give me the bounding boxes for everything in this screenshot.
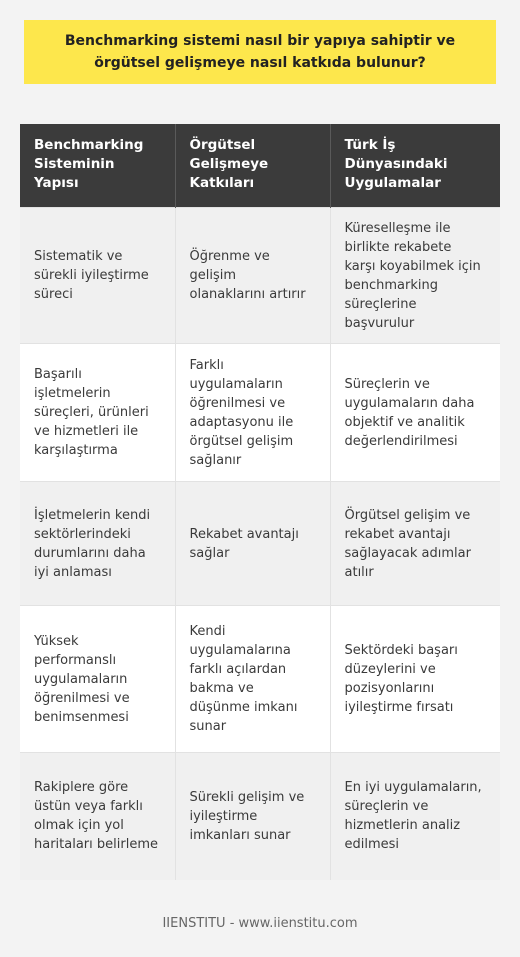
table-cell: Küreselleşme ile birlikte rekabete karşı koyabilmek için benchmarking süreçlerine başvurulur xyxy=(330,208,500,344)
table-cell: Sürekli gelişim ve iyileştirme imkanları sunar xyxy=(175,753,330,880)
page-title xyxy=(24,20,496,84)
table-cell: Başarılı işletmelerin süreçleri, ürünleri ve hizmetleri ile karşılaştırma xyxy=(20,344,175,482)
table-header-row xyxy=(20,124,500,208)
table-cell: Rekabet avantajı sağlar xyxy=(175,482,330,606)
comparison-table xyxy=(20,124,500,880)
table-cell: Sistematik ve sürekli iyileştirme süreci xyxy=(20,208,175,344)
table-cell: Kendi uygulamalarına farklı açılardan bakma ve düşünme imkanı sunar xyxy=(175,606,330,753)
table-cell: Sektördeki başarı düzeylerini ve pozisyonlarını iyileştirme fırsatı xyxy=(330,606,500,753)
table-cell: Örgütsel gelişim ve rekabet avantajı sağlayacak adımlar atılır xyxy=(330,482,500,606)
table-row xyxy=(20,482,500,606)
table-row xyxy=(20,606,500,753)
table-cell: Rakiplere göre üstün veya farklı olmak için yol haritaları belirleme xyxy=(20,753,175,880)
table-cell: İşletmelerin kendi sektörlerindeki durumlarını daha iyi anlaması xyxy=(20,482,175,606)
table-row xyxy=(20,753,500,880)
table-row xyxy=(20,208,500,344)
column-header-contributions: Örgütsel Gelişmeye Katkıları xyxy=(175,124,330,208)
page-title-text: Benchmarking sistemi nasıl bir yapıya sahiptir ve örgütsel gelişmeye nasıl katkıda bulunur? xyxy=(64,33,456,71)
table-cell: Öğrenme ve gelişim olanaklarını artırır xyxy=(175,208,330,344)
table-cell: Yüksek performanslı uygulamaların öğrenilmesi ve benimsenmesi xyxy=(20,606,175,753)
table-cell: Süreçlerin ve uygulamaların daha objektif ve analitik değerlendirilmesi xyxy=(330,344,500,482)
table-cell: Farklı uygulamaların öğrenilmesi ve adaptasyonu ile örgütsel gelişim sağlanır xyxy=(175,344,330,482)
footer-credit: IIENSTITU - www.iienstitu.com xyxy=(162,916,358,931)
table-cell: En iyi uygulamaların, süreçlerin ve hizmetlerin analiz edilmesi xyxy=(330,753,500,880)
table-row xyxy=(20,344,500,482)
column-header-structure: Benchmarking Sisteminin Yapısı xyxy=(20,124,175,208)
column-header-applications: Türk İş Dünyasındaki Uygulamalar xyxy=(330,124,500,208)
